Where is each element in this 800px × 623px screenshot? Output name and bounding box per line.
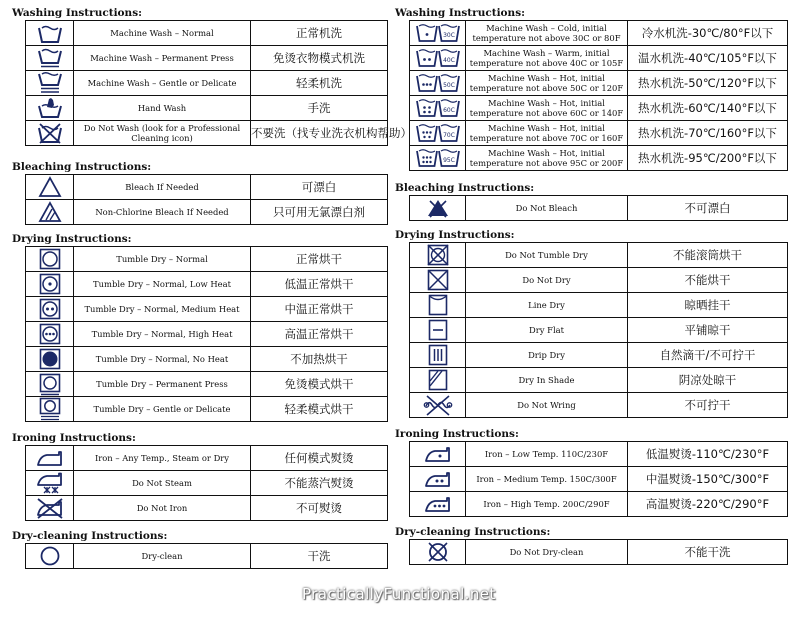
iron-high-temp-icon [410,492,466,517]
iron-low-temp-icon [410,442,466,467]
tumble-dry-gentle-icon [26,397,74,422]
tumble-dry-normal-icon [26,247,74,272]
row-zh: 不能干洗 [628,540,788,565]
table-row [410,96,788,121]
do-not-iron-icon [26,496,74,521]
row-en: Machine Wash – Hot, initial temperature not above 60C or 140F [466,96,628,121]
wash-gentle-icon [26,71,74,96]
row-en: Machine Wash – Hot, initial temperature not above 95C or 200F [466,146,628,171]
wash-50c-icon [410,71,466,96]
row-en: Dry Flat [466,318,628,343]
wash-normal-icon [26,21,74,46]
row-en: Iron – High Temp. 200C/290F [466,492,628,517]
row-en: Do Not Wash (look for a Professional Cleaning icon) [74,121,251,146]
right-bleaching-table [409,195,788,221]
row-zh: 可漂白 [251,175,388,200]
table-row [26,96,388,121]
table-row [26,297,388,322]
do-not-dry-clean-icon [410,540,466,565]
left-drying-title: Drying Instructions: [12,233,132,245]
table-row [26,272,388,297]
iron-medium-temp-icon [410,467,466,492]
row-zh: 不能蒸汽熨烫 [251,471,388,496]
table-row [410,146,788,171]
svg-text:60C: 60C [442,107,455,114]
row-en: Iron – Low Temp. 110C/230F [466,442,628,467]
row-zh: 正常机洗 [251,21,388,46]
do-not-wash-icon [26,121,74,146]
left-washing-title: Washing Instructions: [12,7,142,19]
row-zh: 低温熨烫-110℃/230°F [628,442,788,467]
table-row [410,21,788,46]
row-en: Machine Wash – Cold, initial temperature not above 30C or 80F [466,21,628,46]
row-en: Do Not Iron [74,496,251,521]
table-row [410,196,788,221]
row-zh: 不可熨烫 [251,496,388,521]
row-zh: 阴凉处晾干 [628,368,788,393]
row-zh: 免烫模式烘干 [251,372,388,397]
row-en: Machine Wash – Hot, initial temperature not above 50C or 120F [466,71,628,96]
row-zh: 只可用无氯漂白剂 [251,200,388,225]
row-en: Bleach If Needed [74,175,251,200]
table-row [410,121,788,146]
row-en: Tumble Dry – Permanent Press [74,372,251,397]
table-row [26,200,388,225]
row-zh: 低温正常烘干 [251,272,388,297]
row-zh: 热水机洗-70℃/160°F以下 [628,121,788,146]
table-row [410,343,788,368]
left-drycleaning-title: Dry-cleaning Instructions: [12,530,168,542]
row-en: Do Not Wring [466,393,628,418]
row-en: Do Not Dry-clean [466,540,628,565]
row-en: Tumble Dry – Normal, Medium Heat [74,297,251,322]
table-row [410,442,788,467]
do-not-dry-icon [410,268,466,293]
right-bleaching-title: Bleaching Instructions: [395,182,535,194]
row-en: Machine Wash – Normal [74,21,251,46]
row-en: Drip Dry [466,343,628,368]
table-row [26,21,388,46]
row-zh: 不能烘干 [628,268,788,293]
row-en: Iron – Any Temp., Steam or Dry [74,446,251,471]
row-en: Do Not Dry [466,268,628,293]
bleach-if-needed-icon [26,175,74,200]
table-row [26,46,388,71]
row-zh: 热水机洗-95℃/200°F以下 [628,146,788,171]
dry-in-shade-icon [410,368,466,393]
right-ironing-table [409,441,788,517]
row-zh: 任何模式熨烫 [251,446,388,471]
row-en: Tumble Dry – Gentle or Delicate [74,397,251,422]
table-row [410,243,788,268]
table-row [410,318,788,343]
right-drying-table [409,242,788,418]
right-drycleaning-table [409,539,788,565]
row-en: Tumble Dry – Normal, No Heat [74,347,251,372]
watermark: PracticallyFunctional.net [302,585,496,603]
do-not-tumble-dry-icon [410,243,466,268]
row-zh: 热水机洗-50℃/120°F以下 [628,71,788,96]
row-en: Iron – Medium Temp. 150C/300F [466,467,628,492]
table-row [410,393,788,418]
row-zh: 不能滚筒烘干 [628,243,788,268]
row-en: Non-Chlorine Bleach If Needed [74,200,251,225]
wash-60c-icon [410,96,466,121]
svg-text:70C: 70C [442,132,455,139]
row-en: Machine Wash – Hot, initial temperature not above 70C or 160F [466,121,628,146]
row-zh: 不要洗（找专业洗衣机构帮助） [251,121,388,146]
table-row [26,71,388,96]
left-ironing-title: Ironing Instructions: [12,432,136,444]
row-zh: 不可拧干 [628,393,788,418]
table-row [26,471,388,496]
wash-30c-icon [410,21,466,46]
table-row [26,496,388,521]
row-en: Line Dry [466,293,628,318]
table-row [26,397,388,422]
table-row [26,446,388,471]
table-row [26,372,388,397]
row-zh: 中温熨烫-150℃/300°F [628,467,788,492]
table-row [410,368,788,393]
dry-clean-icon [26,544,74,569]
row-zh: 手洗 [251,96,388,121]
row-zh: 轻柔模式烘干 [251,397,388,422]
table-row [26,544,388,569]
dry-flat-icon [410,318,466,343]
right-drying-title: Drying Instructions: [395,229,515,241]
left-ironing-table [25,445,388,521]
do-not-wring-icon [410,393,466,418]
table-row [26,322,388,347]
row-en: Tumble Dry – Normal [74,247,251,272]
left-drying-table [25,246,388,422]
row-zh: 轻柔机洗 [251,71,388,96]
row-zh: 晾晒挂干 [628,293,788,318]
row-zh: 不加热烘干 [251,347,388,372]
table-row [410,540,788,565]
row-en: Machine Wash – Warm, initial temperature not above 40C or 105F [466,46,628,71]
table-row [26,247,388,272]
hand-wash-icon [26,96,74,121]
row-en: Dry In Shade [466,368,628,393]
tumble-dry-low-heat-icon [26,272,74,297]
left-washing-table [25,20,412,146]
tumble-dry-medium-heat-icon [26,297,74,322]
table-row [410,492,788,517]
row-zh: 自然滴干/不可拧干 [628,343,788,368]
row-zh: 免烫衣物模式机洗 [251,46,388,71]
row-zh: 热水机洗-60℃/140°F以下 [628,96,788,121]
row-zh: 高温熨烫-220℃/290°F [628,492,788,517]
table-row [26,347,388,372]
row-en: Do Not Tumble Dry [466,243,628,268]
tumble-dry-permanent-press-icon [26,372,74,397]
row-zh: 平铺晾干 [628,318,788,343]
row-en: Tumble Dry – Normal, Low Heat [74,272,251,297]
right-washing-title: Washing Instructions: [395,7,525,19]
svg-text:50C: 50C [442,82,455,89]
right-ironing-title: Ironing Instructions: [395,428,519,440]
wash-70c-icon [410,121,466,146]
line-dry-icon [410,293,466,318]
row-zh: 中温正常烘干 [251,297,388,322]
table-row [410,71,788,96]
non-chlorine-bleach-icon [26,200,74,225]
right-drycleaning-title: Dry-cleaning Instructions: [395,526,551,538]
table-row [410,46,788,71]
row-zh: 干洗 [251,544,388,569]
row-en: Do Not Bleach [466,196,628,221]
table-row [410,467,788,492]
table-row [26,175,388,200]
left-drycleaning-table [25,543,388,569]
row-en: Machine Wash – Gentle or Delicate [74,71,251,96]
row-zh: 温水机洗-40℃/105°F以下 [628,46,788,71]
iron-any-temp-icon [26,446,74,471]
row-en: Dry-clean [74,544,251,569]
left-bleaching-title: Bleaching Instructions: [12,161,152,173]
tumble-dry-high-heat-icon [26,322,74,347]
wash-95c-icon [410,146,466,171]
svg-text:40C: 40C [442,57,455,64]
wash-permanent-press-icon [26,46,74,71]
drip-dry-icon [410,343,466,368]
table-row [410,268,788,293]
do-not-bleach-icon [410,196,466,221]
row-zh: 不可漂白 [628,196,788,221]
row-en: Tumble Dry – Normal, High Heat [74,322,251,347]
row-en: Machine Wash – Permanent Press [74,46,251,71]
right-washing-table [409,20,788,171]
svg-text:95C: 95C [442,157,455,164]
table-row [26,121,388,146]
left-bleaching-table [25,174,388,225]
row-zh: 冷水机洗-30℃/80°F以下 [628,21,788,46]
wash-40c-icon [410,46,466,71]
row-en: Hand Wash [74,96,251,121]
row-zh: 高温正常烘干 [251,322,388,347]
do-not-steam-icon [26,471,74,496]
row-en: Do Not Steam [74,471,251,496]
tumble-dry-no-heat-icon [26,347,74,372]
table-row [410,293,788,318]
svg-text:30C: 30C [442,32,455,39]
row-zh: 正常烘干 [251,247,388,272]
